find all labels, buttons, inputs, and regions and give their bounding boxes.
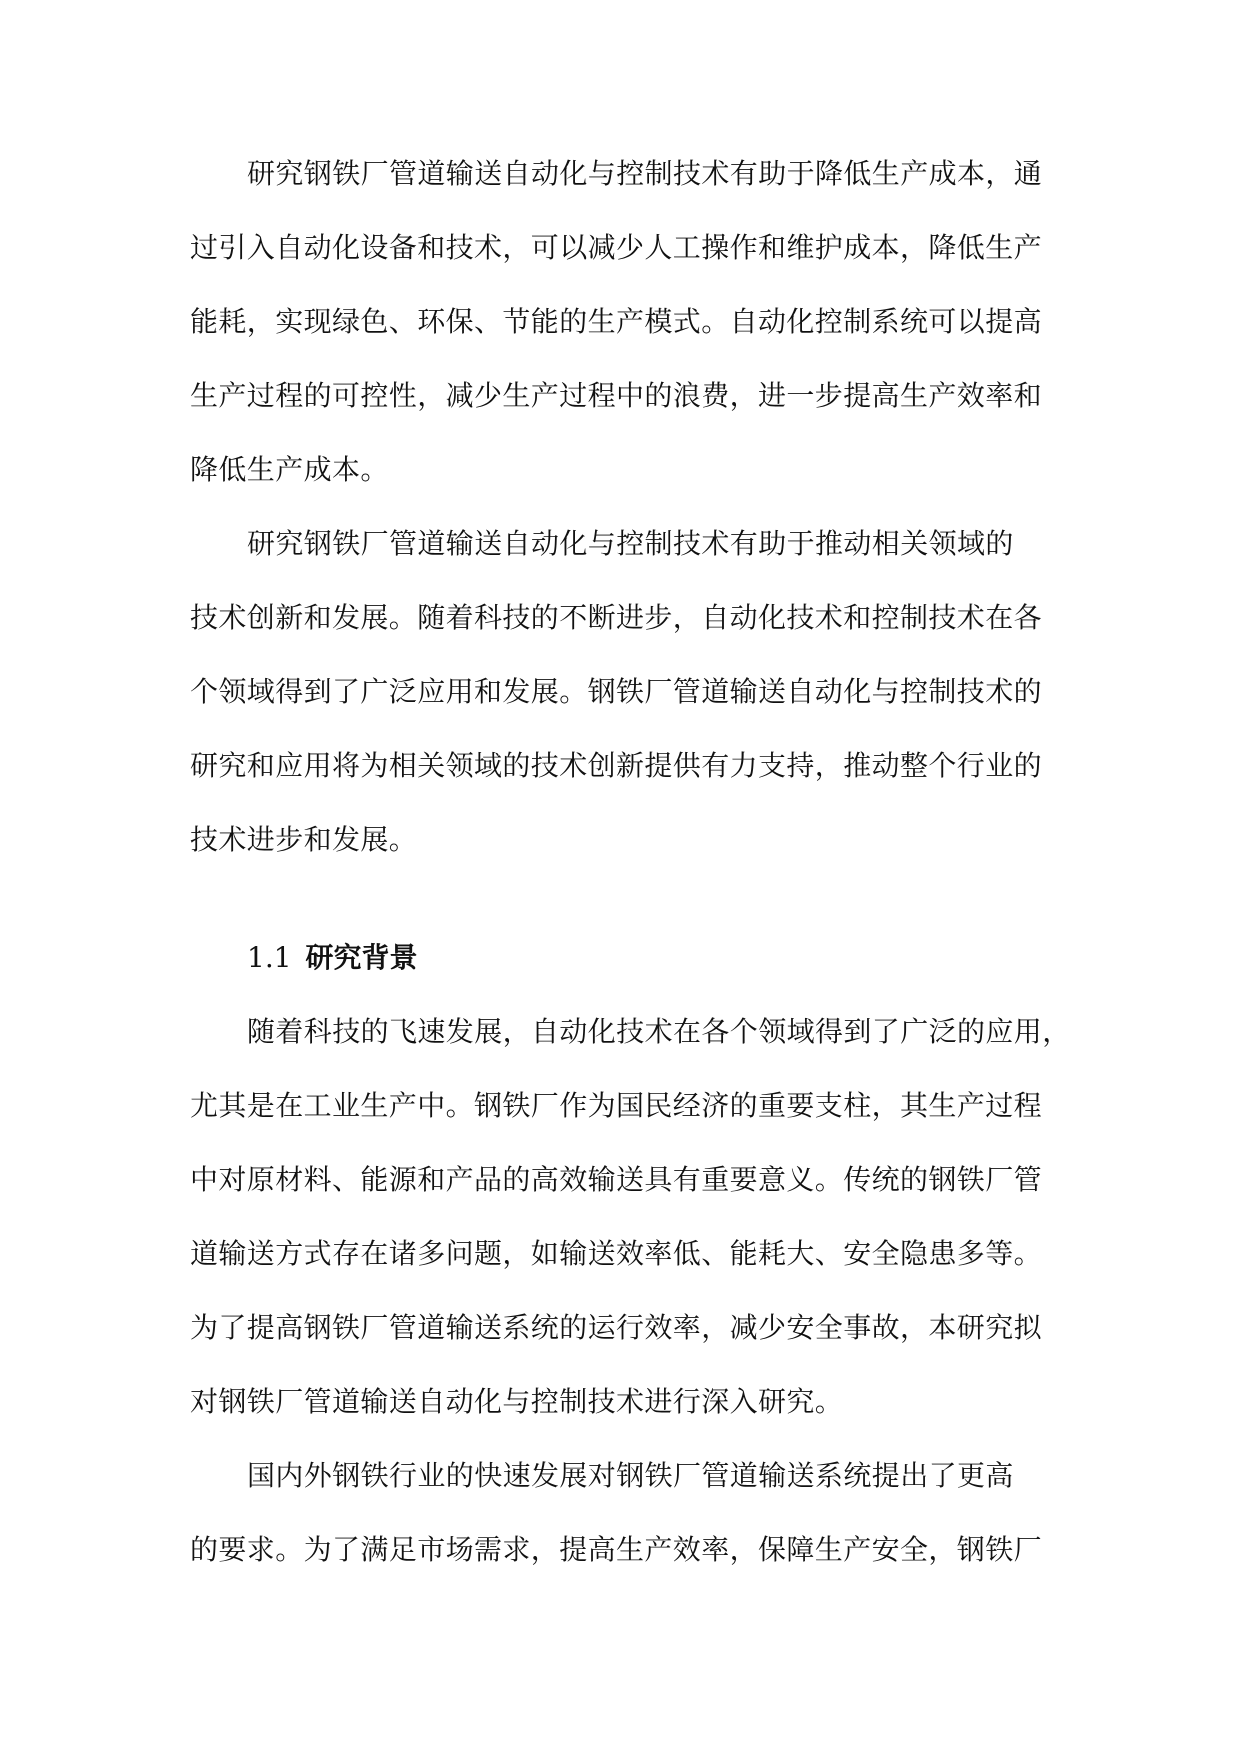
paragraph-3-line-6: 对钢铁厂管道输送自动化与控制技术进行深入研究。 <box>190 1385 844 1418</box>
paragraph-1-line-2: 过引入自动化设备和技术，可以减少人工操作和维护成本，降低生产 <box>190 231 1043 264</box>
paragraph-2-line-5: 技术进步和发展。 <box>190 823 418 856</box>
paragraph-4-line-1: 国内外钢铁行业的快速发展对钢铁厂管道输送系统提出了更高 <box>247 1459 1014 1492</box>
section-title: 研究背景 <box>305 941 418 974</box>
paragraph-1-line-1: 研究钢铁厂管道输送自动化与控制技术有助于降低生产成本，通 <box>247 157 1043 190</box>
paragraph-1-line-5: 降低生产成本。 <box>190 453 389 486</box>
paragraph-3-line-5: 为了提高钢铁厂管道输送系统的运行效率，减少安全事故，本研究拟 <box>190 1311 1043 1344</box>
section-heading <box>247 938 418 978</box>
paragraph-3-line-2: 尤其是在工业生产中。钢铁厂作为国民经济的重要支柱，其生产过程 <box>190 1089 1043 1122</box>
paragraph-2-line-2: 技术创新和发展。随着科技的不断进步，自动化技术和控制技术在各 <box>190 601 1043 634</box>
paragraph-1-line-3: 能耗，实现绿色、环保、节能的生产模式。自动化控制系统可以提高 <box>190 305 1043 338</box>
paragraph-2-line-1: 研究钢铁厂管道输送自动化与控制技术有助于推动相关领域的 <box>247 527 1014 560</box>
paragraph-4-line-2: 的要求。为了满足市场需求，提高生产效率，保障生产安全，钢铁厂 <box>190 1533 1043 1566</box>
paragraph-1-line-4: 生产过程的可控性，减少生产过程中的浪费，进一步提高生产效率和 <box>190 379 1043 412</box>
paragraph-3-line-1: 随着科技的飞速发展，自动化技术在各个领域得到了广泛的应用， <box>247 1015 1071 1048</box>
paragraph-2-line-4: 研究和应用将为相关领域的技术创新提供有力支持，推动整个行业的 <box>190 749 1043 782</box>
section-number: 1.1 <box>247 941 292 974</box>
paragraph-3-line-4: 道输送方式存在诸多问题，如输送效率低、能耗大、安全隐患多等。 <box>190 1237 1043 1270</box>
paragraph-3-line-3: 中对原材料、能源和产品的高效输送具有重要意义。传统的钢铁厂管 <box>190 1163 1043 1196</box>
paragraph-2-line-3: 个领域得到了广泛应用和发展。钢铁厂管道输送自动化与控制技术的 <box>190 675 1043 708</box>
